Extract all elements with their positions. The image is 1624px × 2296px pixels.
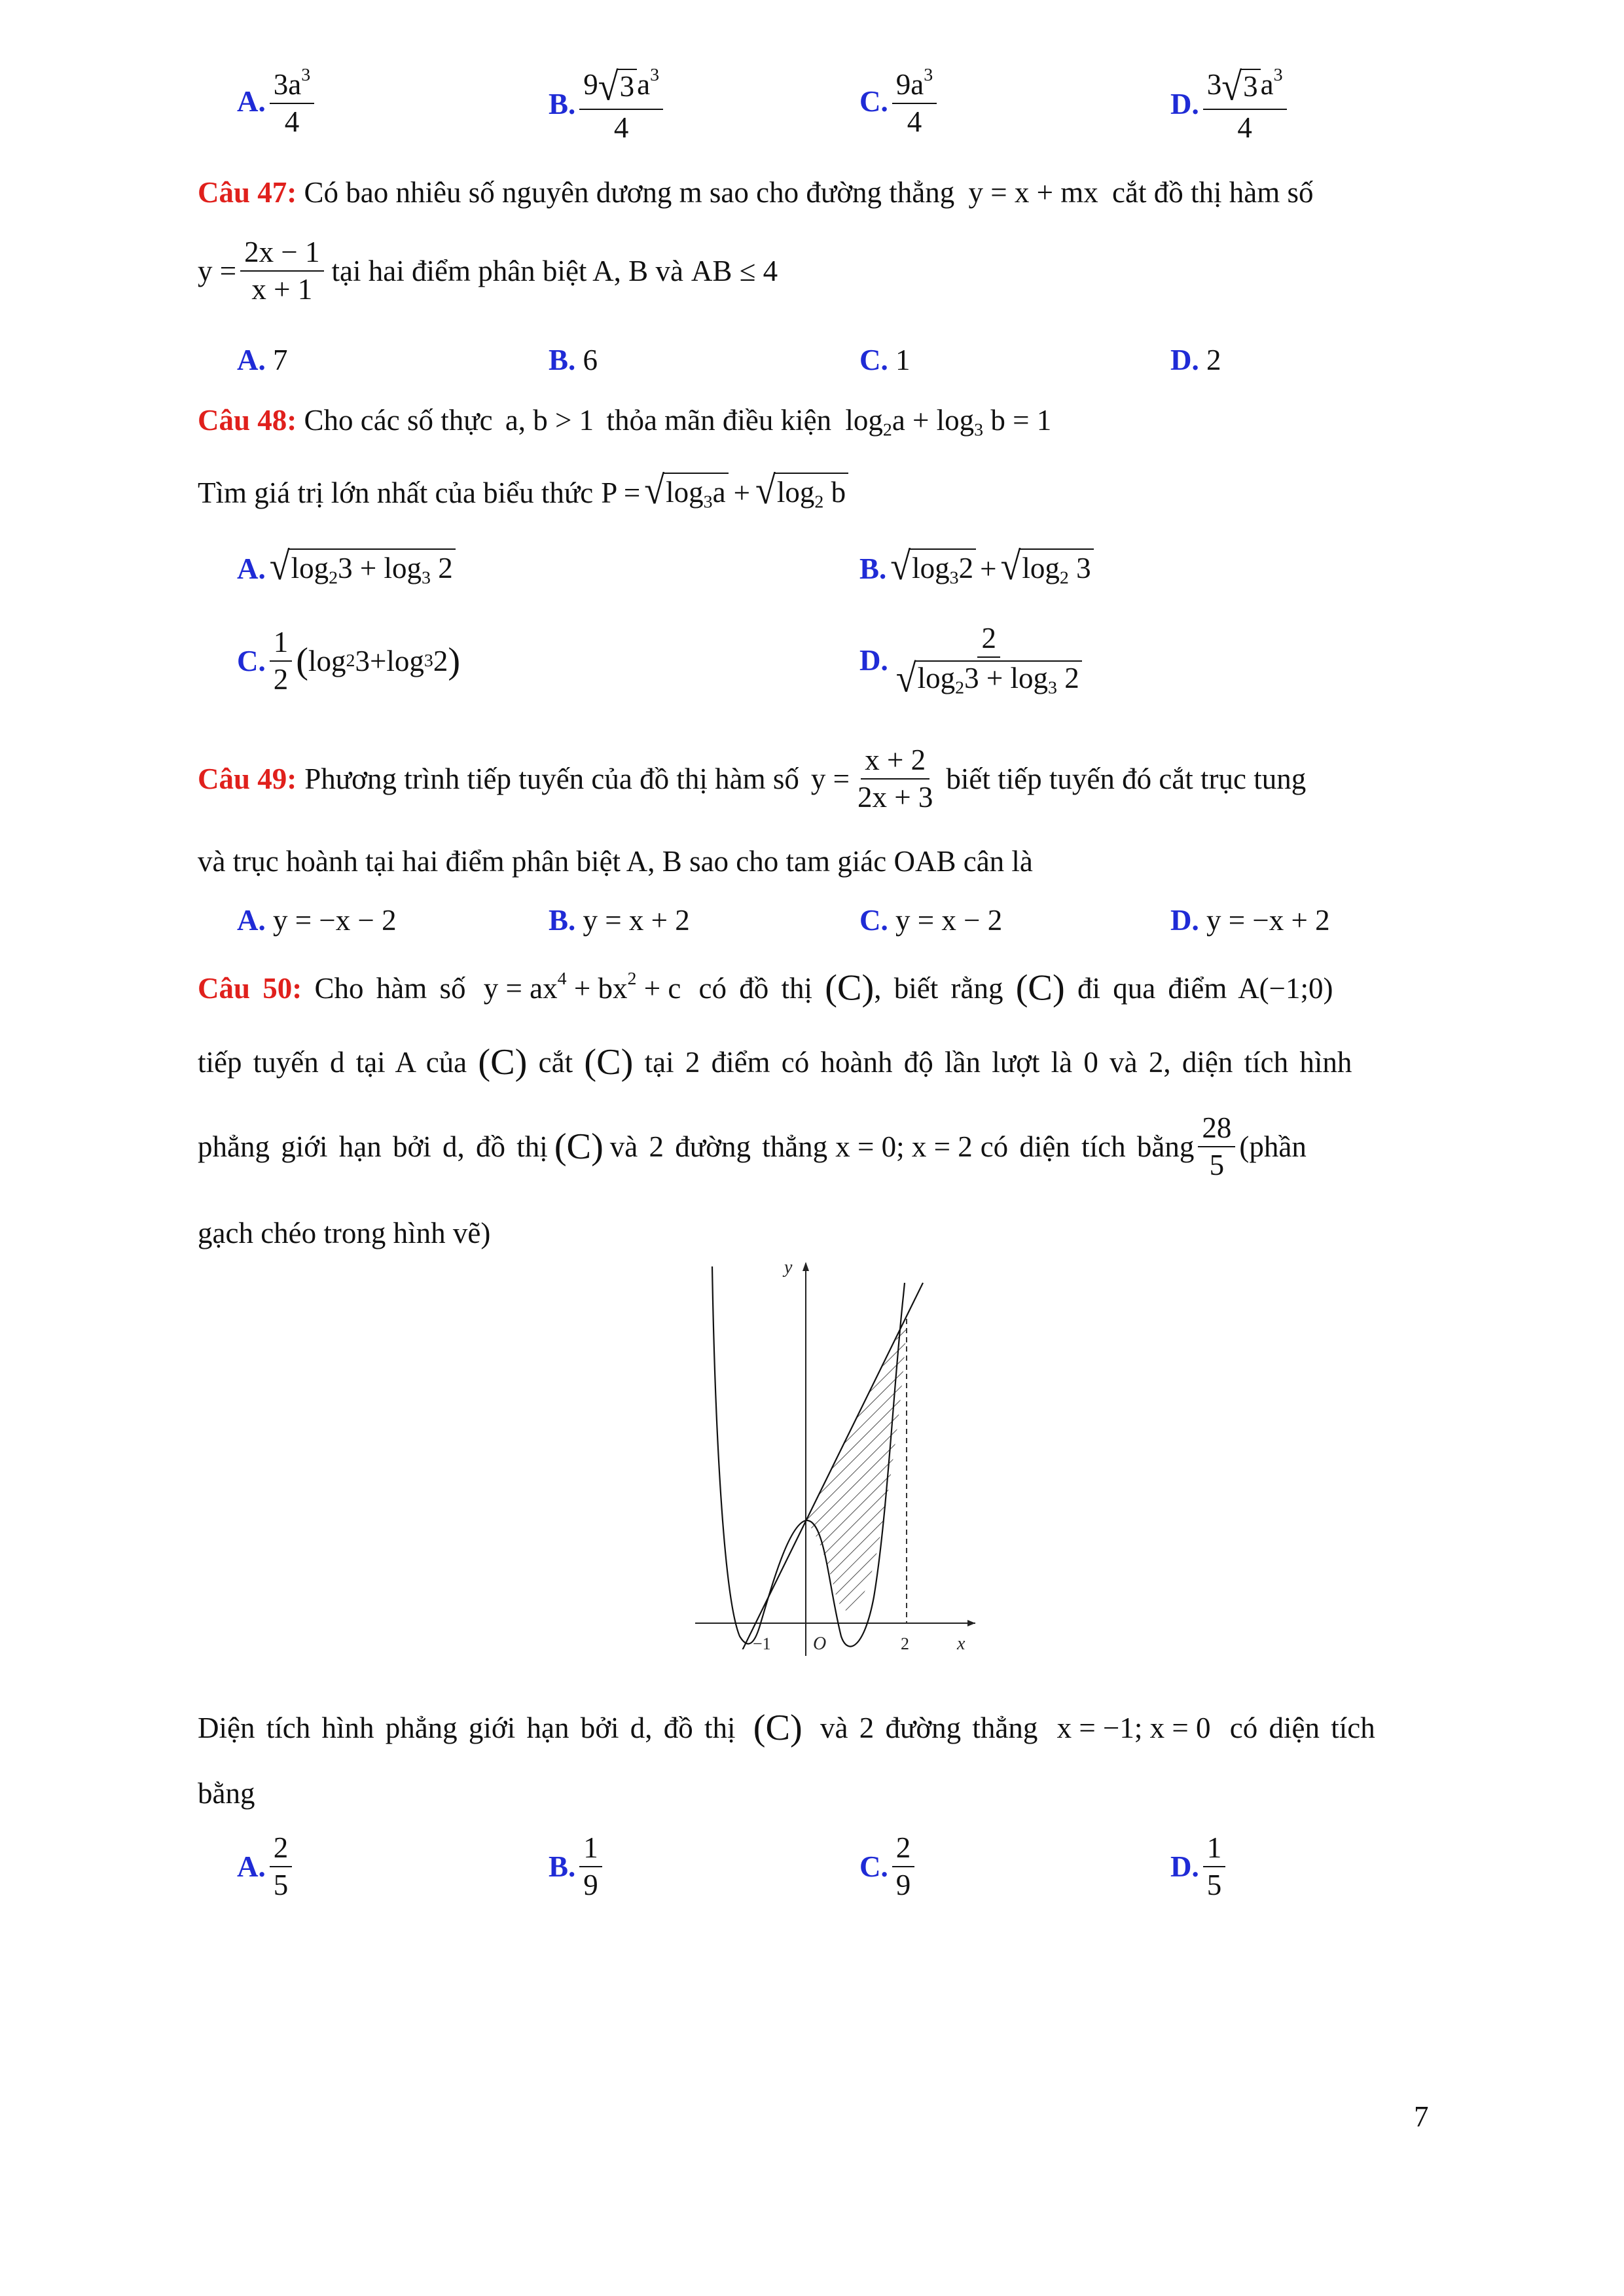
q49-option-d: D. y = −x + 2 [1170,904,1330,937]
q46-option-b [549,65,667,143]
q47-option-b: B. 6 [549,344,598,376]
origin-label: O [813,1634,827,1654]
q50-option-c: C. $\frac{2}{9}$ [859,1833,918,1901]
function-graph [668,1257,982,1676]
fraction: 3 √ 3 $a^3$ 4 [1203,65,1287,143]
q50-line5: Diện tích hình phẳng giới hạn bởi d, đồ thị (C) và 2 đường thẳng x = −1; x = 0 có diện tích [198,1708,1375,1748]
q49-option-a: A. y = −x − 2 [237,904,397,937]
q50-line2: tiếp tuyến d tại A của (C) cắt (C) tại 2 điểm có hoành độ lần lượt là 0 và 2, diện tích hình [198,1042,1352,1083]
question-label: Câu 50: [198,971,302,1005]
shaded-region [806,1319,907,1611]
q48-option-a: A. √ $\log_23 + \log_3 2$ [237,548,456,588]
q50-line6: bằng [198,1777,255,1810]
q50-option-a: A. $\frac{2}{5}$ [237,1833,296,1901]
q49-line1: Câu 49: Phương trình tiếp tuyến của đồ thị hàm số y = $\frac{x + 2}{2x + 3}$ biết tiếp tuyến đó cắt trục tung [198,744,1307,814]
q50-line1: Câu 50: Cho hàm số $y = ax^4 + bx^2 + c$ có đồ thị (C), biết rằng (C) đi qua điểm A(−1;0) [198,967,1333,1009]
fraction: $\frac{9a^3}{4}$ [892,65,937,137]
x-axis-label: x [957,1634,965,1654]
fraction: $\frac{28}{5}$ [1198,1113,1235,1181]
fraction: $\frac{3a^3}{4}$ [270,65,314,137]
tick-label-neg1: −1 [753,1634,771,1653]
fraction: $\frac{x + 2}{2x + 3}$ [857,744,933,814]
q48-option-d: D. 2 √ $\log_23 + \log_3 2$ [859,623,1090,698]
fraction: $\frac{1}{5}$ [1203,1833,1226,1901]
q50-option-b: B. $\frac{1}{9}$ [549,1833,606,1901]
q50-line3: phẳng giới hạn bởi d, đồ thị (C) và 2 đường thẳng x = 0; x = 2 có diện tích bằng $\frac{28}{5}$ (phần [198,1111,1307,1182]
page-number: 7 [1414,2100,1429,2133]
q48-option-b: B. √ $\log_32$ + √ $\log_2 3$ [859,548,1094,588]
q48-line1: Câu 48: Cho các số thực a, b > 1 thỏa mãn điều kiện $\log_2a + \log_3 b = 1$ [198,404,1052,440]
q47-line1: Câu 47: Có bao nhiêu số nguyên dương m sao cho đường thẳng y = x + mx cắt đồ thị hàm số [198,176,1314,209]
q47-option-c: C. 1 [859,344,911,376]
fraction: $\frac{1}{9}$ [579,1833,602,1901]
fraction: 9 √ 3 $a^3$ 4 [579,65,663,143]
fraction: $\frac{2x - 1}{x + 1}$ [240,237,323,306]
q48-line2: Tìm giá trị lớn nhất của biểu thức P = √ $\log_3a$ + √ $\log_2 b$ [198,473,848,512]
option-label: D. [1170,88,1199,121]
y-axis-arrow [803,1262,809,1271]
fraction: $\frac{2}{9}$ [892,1833,915,1901]
q47-option-a: A. 7 [237,344,288,376]
q49-line2: và trục hoành tại hai điểm phân biệt A, B sao cho tam giác OAB cân là [198,845,1033,878]
q46-option-c [859,65,941,137]
q47-line2: y = $\frac{2x - 1}{x + 1}$ tại hai điểm phân biệt A, B và AB ≤ 4 [198,236,778,306]
fraction: 2 √ $\log_23 + \log_3 2$ [892,623,1086,698]
option-label: A. [237,85,266,118]
option-label: C. [859,85,888,118]
q46-option-a [237,65,318,137]
fraction: $\frac{2}{5}$ [270,1833,293,1901]
tick-label-2: 2 [901,1634,909,1653]
q46-option-d [1170,65,1291,143]
x-axis-arrow [967,1620,975,1626]
q47-option-d: D. 2 [1170,344,1221,376]
question-label: Câu 48: [198,404,297,437]
q48-option-c: C. $\frac{1}{2}$ ( log 2 3 + log 3 2 ) [237,626,461,696]
q50-line4: gạch chéo trong hình vẽ) [198,1217,491,1249]
question-label: Câu 49: [198,762,297,796]
q50-option-d: D. $\frac{1}{5}$ [1170,1833,1229,1901]
q49-option-b: B. y = x + 2 [549,904,690,937]
fraction: $\frac{1}{2}$ [270,627,293,696]
option-label: B. [549,88,576,121]
question-label: Câu 47: [198,176,297,209]
q49-option-c: C. y = x − 2 [859,904,1003,937]
y-axis-label: y [784,1257,793,1278]
tangent-line-d [730,1283,923,1676]
